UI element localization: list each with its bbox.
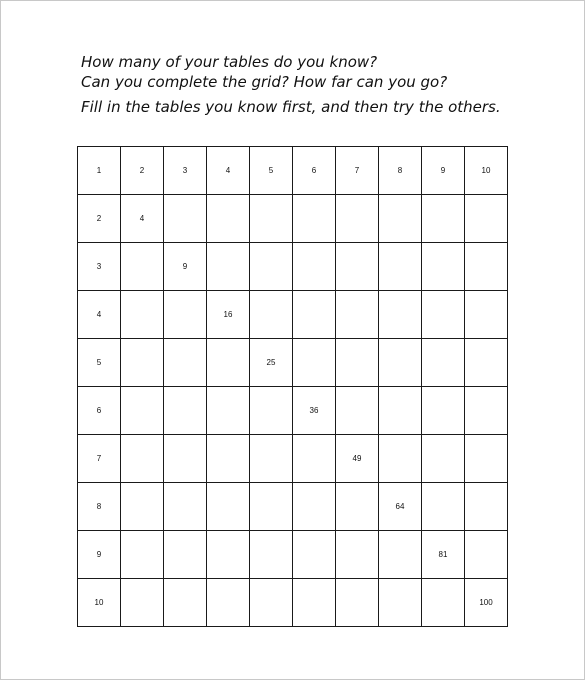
grid-cell-empty xyxy=(379,195,422,243)
grid-cell-empty xyxy=(121,435,164,483)
grid-cell-empty xyxy=(293,339,336,387)
grid-cell-empty xyxy=(465,483,508,531)
grid-cell-empty xyxy=(422,435,465,483)
grid-cell-empty xyxy=(293,435,336,483)
grid-cell-empty xyxy=(207,435,250,483)
grid-cell-empty xyxy=(207,579,250,627)
grid-cell-empty xyxy=(465,243,508,291)
grid-cell: 16 xyxy=(207,291,250,339)
grid-cell-empty xyxy=(336,291,379,339)
grid-cell: 100 xyxy=(465,579,508,627)
grid-cell-empty xyxy=(336,483,379,531)
multiplication-grid xyxy=(77,146,508,627)
grid-cell-empty xyxy=(336,531,379,579)
grid-cell: 25 xyxy=(250,339,293,387)
instruction-line-1: How many of your tables do you know? xyxy=(81,53,378,71)
grid-cell-empty xyxy=(293,483,336,531)
grid-cell-empty xyxy=(121,579,164,627)
grid-cell-empty xyxy=(422,339,465,387)
grid-cell: 7 xyxy=(78,435,121,483)
grid-cell: 2 xyxy=(78,195,121,243)
grid-cell-empty xyxy=(379,243,422,291)
grid-cell-empty xyxy=(250,195,293,243)
grid-cell-empty xyxy=(121,339,164,387)
grid-cell-empty xyxy=(121,387,164,435)
grid-row xyxy=(78,291,508,339)
grid-cell-empty xyxy=(207,195,250,243)
grid-cell: 36 xyxy=(293,387,336,435)
grid-cell-empty xyxy=(121,483,164,531)
grid-cell-empty xyxy=(293,291,336,339)
grid-cell-empty xyxy=(293,243,336,291)
grid-cell-empty xyxy=(121,243,164,291)
grid-cell: 6 xyxy=(293,147,336,195)
grid-cell-empty xyxy=(336,195,379,243)
grid-cell-empty xyxy=(293,531,336,579)
grid-cell: 9 xyxy=(78,531,121,579)
grid-cell-empty xyxy=(207,531,250,579)
grid-row xyxy=(78,195,508,243)
grid-cell-empty xyxy=(422,483,465,531)
grid-cell-empty xyxy=(336,243,379,291)
grid-cell-empty xyxy=(164,579,207,627)
grid-cell-empty xyxy=(164,483,207,531)
grid-cell-empty xyxy=(336,579,379,627)
instruction-line-3: Fill in the tables you know first, and then try the others. xyxy=(81,98,501,116)
grid-cell: 10 xyxy=(465,147,508,195)
grid-cell: 9 xyxy=(422,147,465,195)
grid-row xyxy=(78,147,508,195)
grid-cell-empty xyxy=(250,531,293,579)
grid-cell-empty xyxy=(336,339,379,387)
grid-cell-empty xyxy=(250,243,293,291)
grid-cell-empty xyxy=(250,579,293,627)
grid-cell: 10 xyxy=(78,579,121,627)
grid-cell-empty xyxy=(164,435,207,483)
grid-cell-empty xyxy=(121,291,164,339)
grid-cell-empty xyxy=(121,531,164,579)
grid-cell-empty xyxy=(207,339,250,387)
grid-cell-empty xyxy=(164,291,207,339)
grid-cell-empty xyxy=(164,195,207,243)
grid-cell-empty xyxy=(379,435,422,483)
grid-cell-empty xyxy=(422,243,465,291)
grid-cell: 7 xyxy=(336,147,379,195)
grid-cell-empty xyxy=(293,579,336,627)
grid-cell: 4 xyxy=(207,147,250,195)
grid-row xyxy=(78,387,508,435)
grid-cell: 49 xyxy=(336,435,379,483)
grid-cell-empty xyxy=(465,291,508,339)
grid-row xyxy=(78,579,508,627)
grid-cell: 2 xyxy=(121,147,164,195)
grid-cell: 8 xyxy=(78,483,121,531)
grid-cell-empty xyxy=(379,579,422,627)
grid-cell-empty xyxy=(422,387,465,435)
grid-cell-empty xyxy=(207,483,250,531)
instruction-line-2: Can you complete the grid? How far can you go? xyxy=(81,73,448,91)
grid-cell: 5 xyxy=(250,147,293,195)
grid-cell-empty xyxy=(379,531,422,579)
grid-cell: 5 xyxy=(78,339,121,387)
grid-cell-empty xyxy=(379,387,422,435)
grid-cell-empty xyxy=(465,195,508,243)
grid-cell-empty xyxy=(379,339,422,387)
grid-cell-empty xyxy=(293,195,336,243)
grid-cell: 81 xyxy=(422,531,465,579)
grid-cell: 8 xyxy=(379,147,422,195)
grid-row xyxy=(78,531,508,579)
grid-cell: 9 xyxy=(164,243,207,291)
grid-cell-empty xyxy=(465,387,508,435)
grid-cell-empty xyxy=(336,387,379,435)
grid-cell-empty xyxy=(465,339,508,387)
grid-cell-empty xyxy=(465,435,508,483)
grid-cell: 3 xyxy=(78,243,121,291)
grid-cell-empty xyxy=(250,387,293,435)
grid-row xyxy=(78,483,508,531)
grid-row xyxy=(78,339,508,387)
grid-cell-empty xyxy=(207,387,250,435)
grid-cell-empty xyxy=(422,195,465,243)
grid-cell-empty xyxy=(422,579,465,627)
grid-cell-empty xyxy=(250,483,293,531)
grid-cell: 1 xyxy=(78,147,121,195)
grid-cell-empty xyxy=(250,291,293,339)
grid-cell-empty xyxy=(379,291,422,339)
grid-cell-empty xyxy=(465,531,508,579)
grid-cell: 6 xyxy=(78,387,121,435)
grid-cell: 3 xyxy=(164,147,207,195)
grid-cell-empty xyxy=(250,435,293,483)
grid-cell: 4 xyxy=(121,195,164,243)
grid-cell-empty xyxy=(207,243,250,291)
grid-row xyxy=(78,435,508,483)
grid-cell-empty xyxy=(164,531,207,579)
grid-cell: 4 xyxy=(78,291,121,339)
grid-cell-empty xyxy=(164,339,207,387)
grid-cell: 64 xyxy=(379,483,422,531)
grid-cell-empty xyxy=(422,291,465,339)
grid-row xyxy=(78,243,508,291)
grid-cell-empty xyxy=(164,387,207,435)
